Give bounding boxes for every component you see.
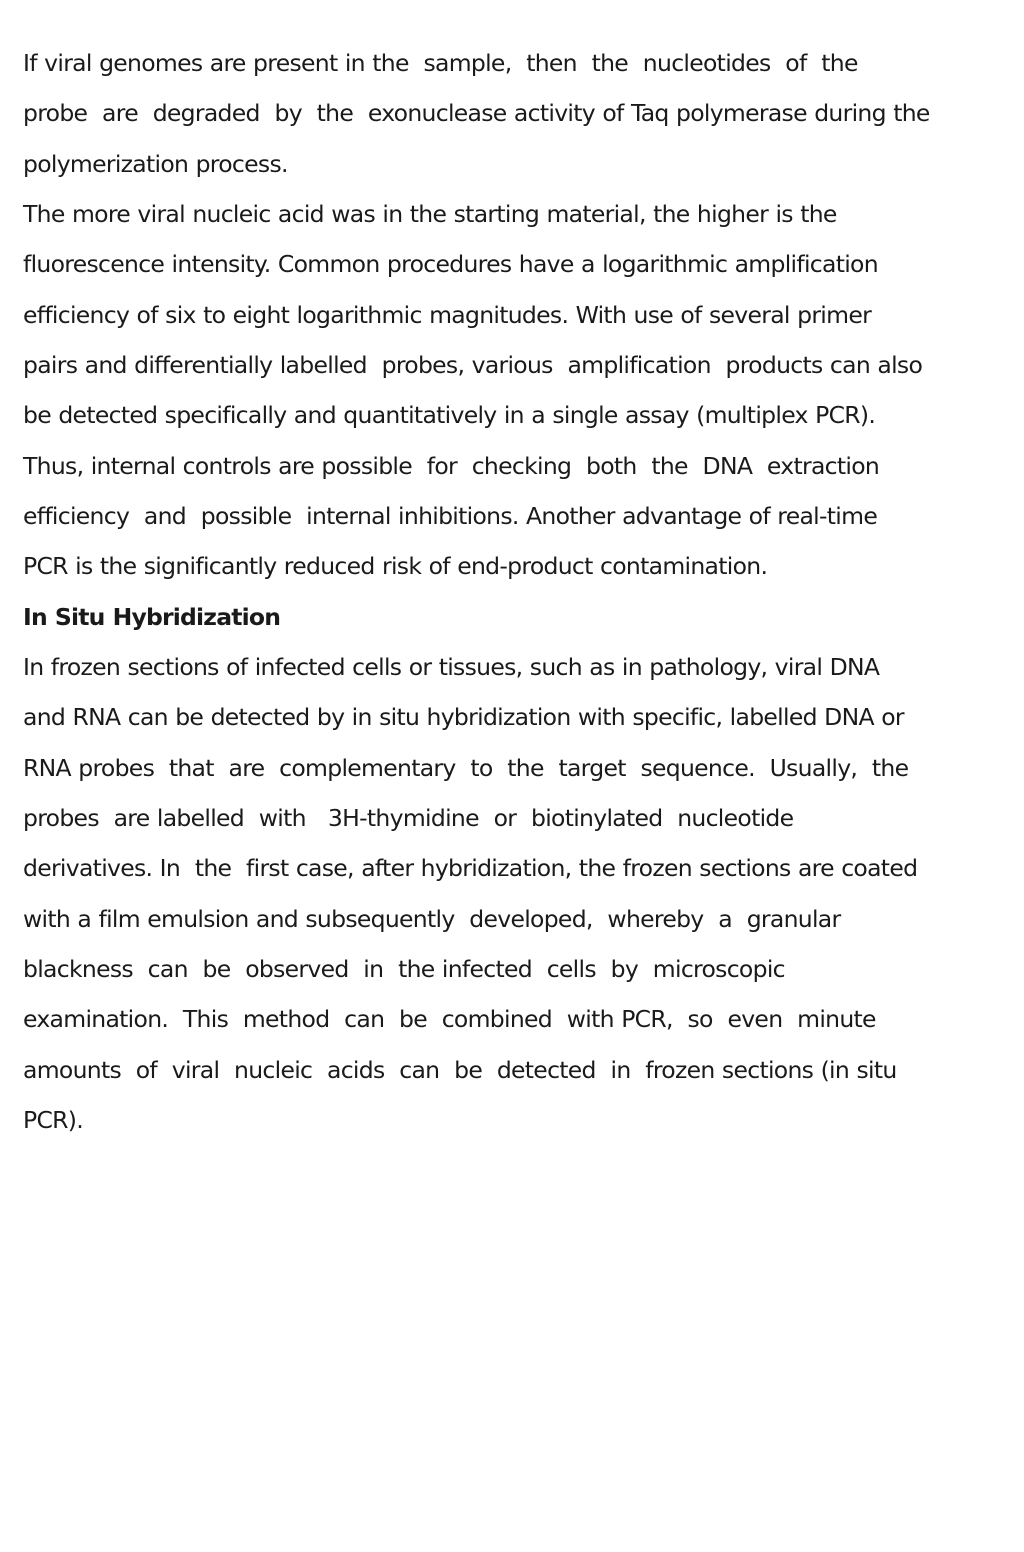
text-line: and RNA can be detected by in situ hybridization with specific, labelled DNA or <box>23 703 904 732</box>
text-line: The more viral nucleic acid was in the starting material, the higher is the <box>23 199 837 228</box>
text-line: Thus, internal controls are possible for checking both the DNA extraction <box>23 451 880 480</box>
text-line: blackness can be observed in the infected cells by microscopic <box>23 954 785 983</box>
text-line: If viral genomes are present in the sample, then the nucleotides of the <box>23 49 858 77</box>
text-line: probe are degraded by the exonuclease activity of Taq polymerase during the <box>23 99 930 128</box>
text-line: examination. This method can be combined with PCR, so even minute <box>23 1005 876 1034</box>
text-line: with a film emulsion and subsequently developed, whereby a granular <box>23 904 841 933</box>
text-line: In frozen sections of infected cells or tissues, such as in pathology, viral DNA <box>23 652 880 681</box>
text-line: fluorescence intensity. Common procedures have a logarithmic amplification <box>23 250 878 279</box>
text-line: RNA probes that are complementary to the target sequence. Usually, the <box>23 753 909 782</box>
document-page <box>23 38 1008 1145</box>
text-line: amounts of viral nucleic acids can be detected in frozen sections (in situ <box>23 1055 897 1084</box>
text-line: be detected specifically and quantitatively in a single assay (multiplex PCR). <box>23 401 876 430</box>
text-line: probes are labelled with 3H-thymidine or biotinylated nucleotide <box>23 803 794 832</box>
text-line: polymerization process. <box>23 149 288 178</box>
text-line: pairs and differentially labelled probes, various amplification products can also <box>23 350 923 379</box>
text-line: efficiency of six to eight logarithmic magnitudes. With use of several primer <box>23 300 872 329</box>
section-heading: In Situ Hybridization <box>23 602 281 631</box>
text-line: PCR is the significantly reduced risk of end-product contamination. <box>23 552 768 581</box>
text-line: efficiency and possible internal inhibitions. Another advantage of real-time <box>23 501 878 530</box>
text-line: PCR). <box>23 1105 84 1134</box>
text-line: derivatives. In the first case, after hybridization, the frozen sections are coated <box>23 854 918 883</box>
